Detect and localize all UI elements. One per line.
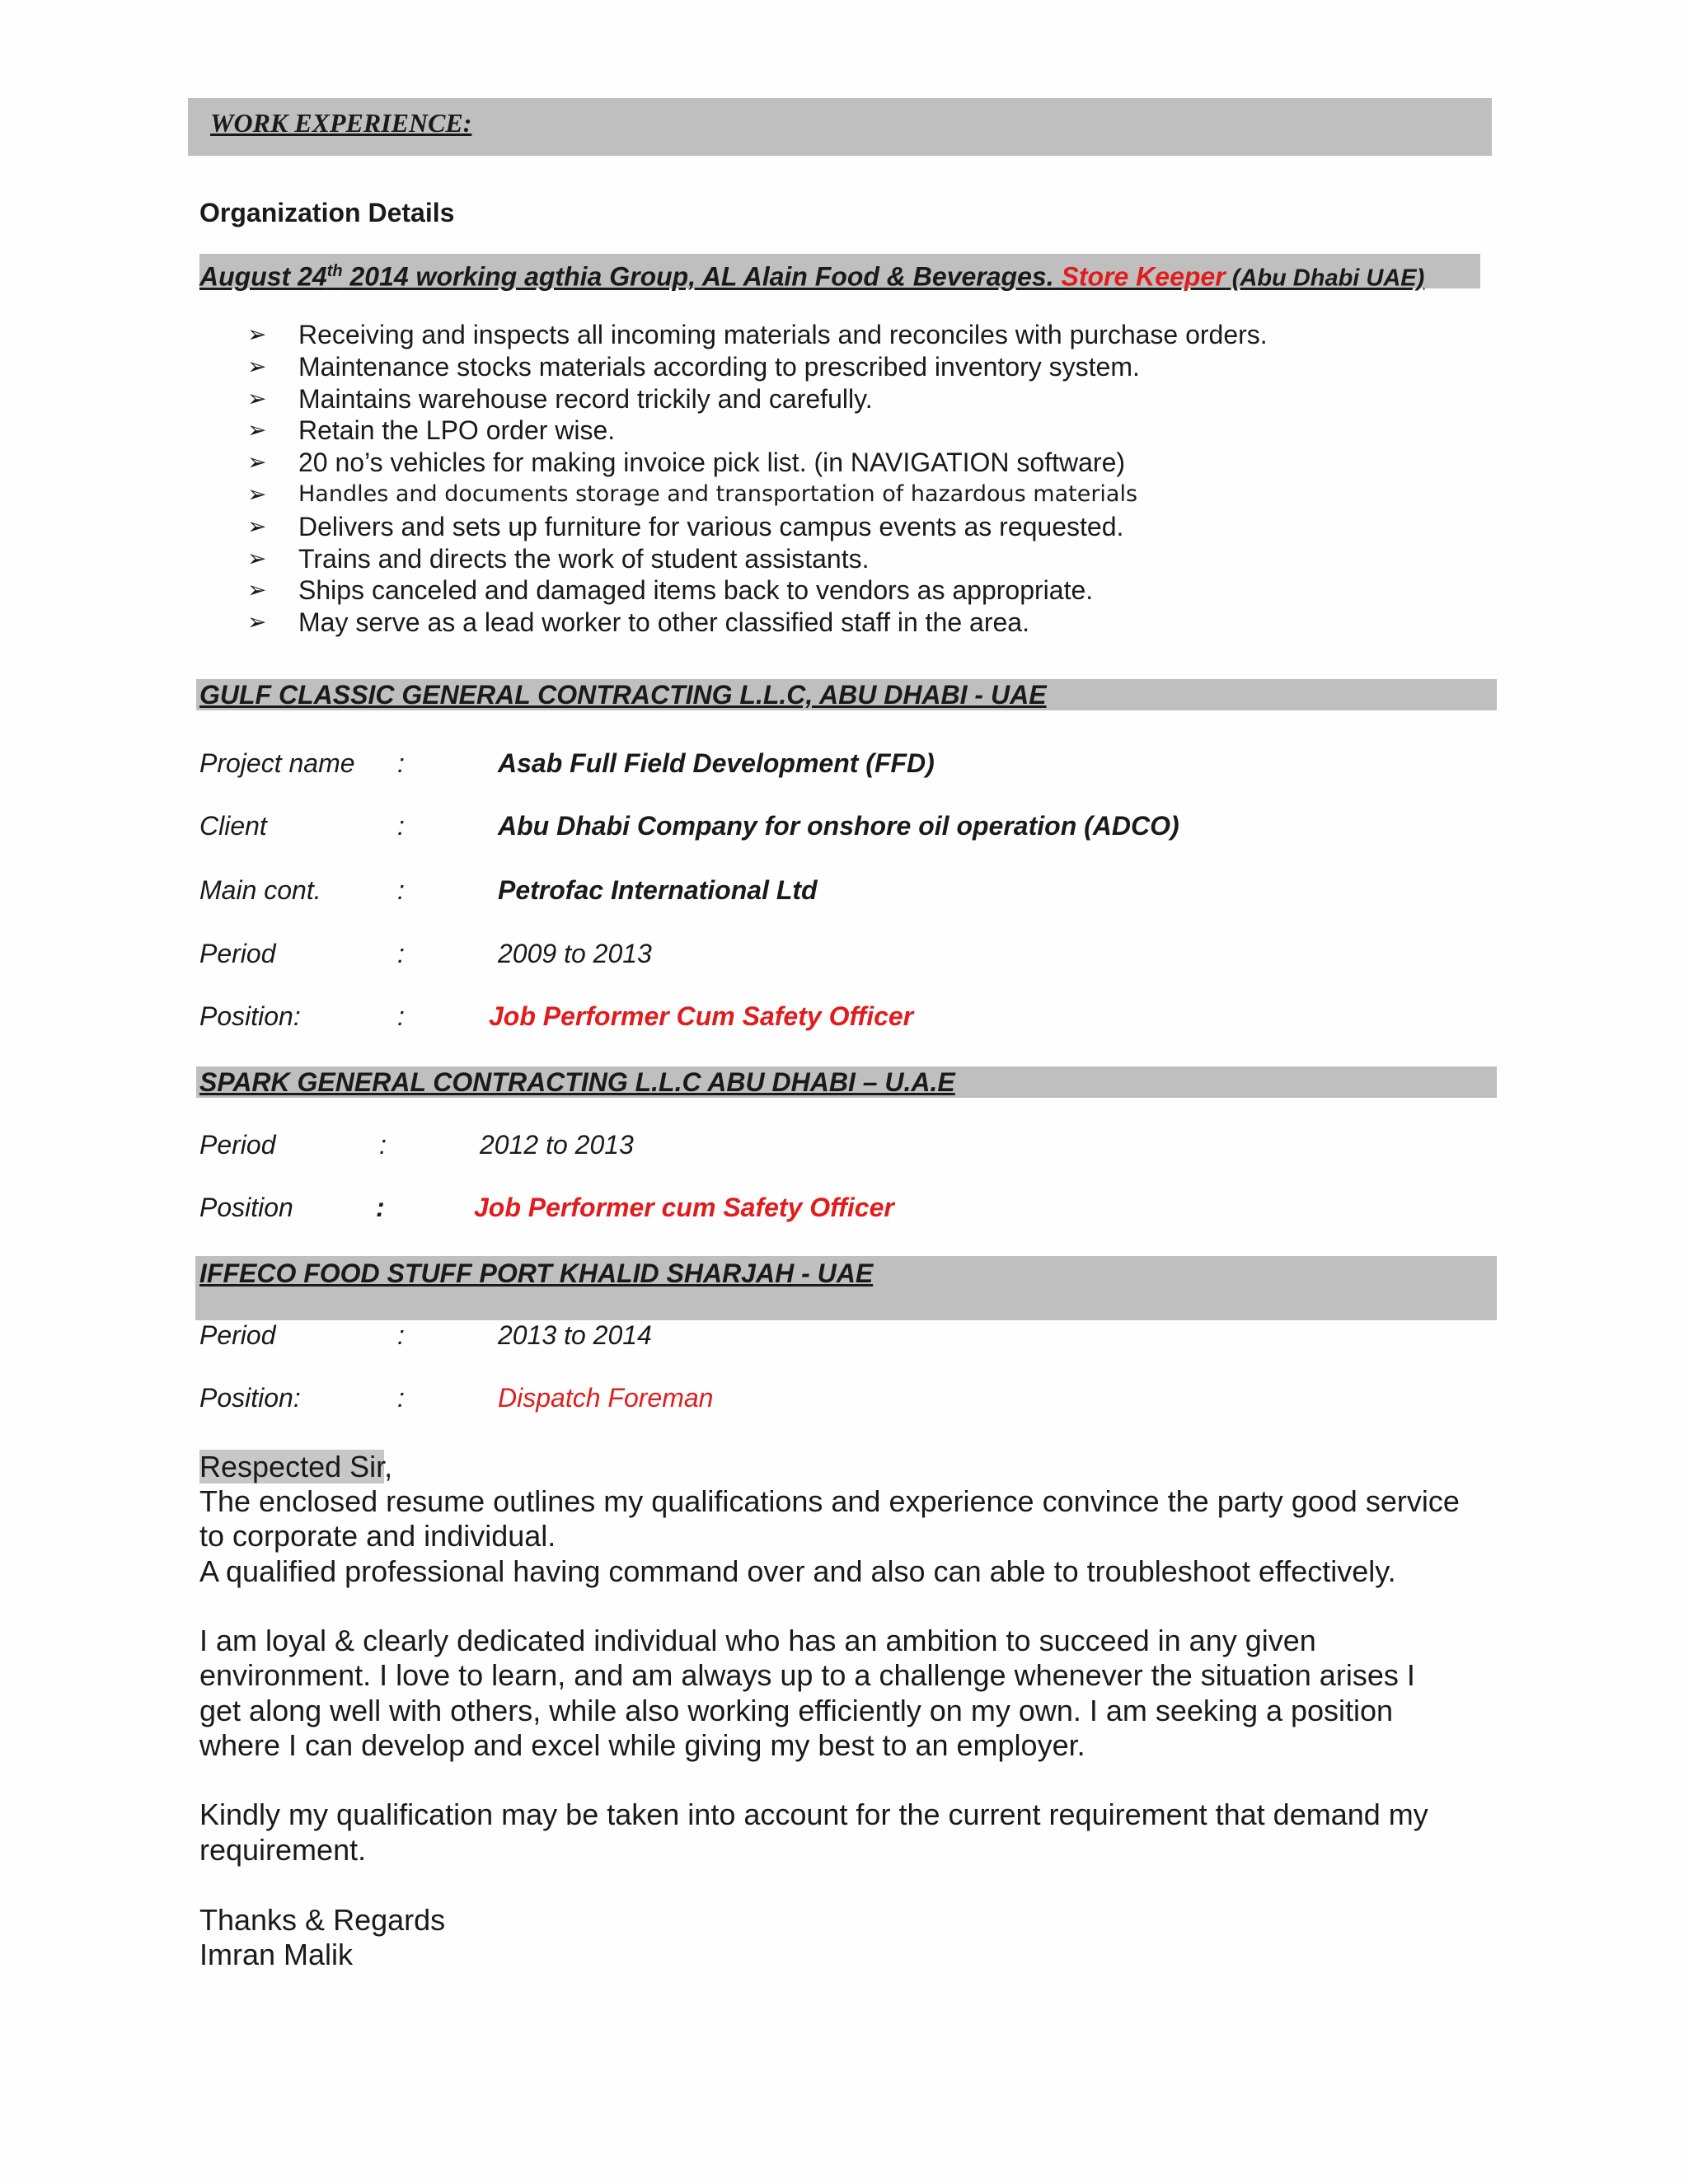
arrow-bullet-icon: ➢ <box>247 385 267 411</box>
salutation: Respected Sir, <box>199 1450 393 1483</box>
gulf-company-header <box>196 679 1497 710</box>
arrow-bullet-icon: ➢ <box>247 545 267 571</box>
arrow-bullet-icon: ➢ <box>247 417 267 443</box>
period-value: 2013 to 2014 <box>498 1320 652 1350</box>
period-value: 2009 to 2013 <box>498 939 652 968</box>
job1-date: August 24 <box>199 261 327 292</box>
signature-name: Imran Malik <box>199 1938 354 1971</box>
period-value: 2012 to 2013 <box>480 1130 634 1160</box>
section-title: WORK EXPERIENCE: <box>210 108 472 138</box>
arrow-bullet-icon: ➢ <box>247 609 267 635</box>
position-label: Position: <box>199 1001 301 1031</box>
closing: Thanks & Regards <box>199 1903 446 1937</box>
job1-desc: 2014 working agthia Group, AL Alain Food & Beverages. <box>342 261 1062 292</box>
arrow-bullet-icon: ➢ <box>247 353 267 379</box>
position-value: Job Performer cum Safety Officer <box>474 1193 894 1222</box>
paragraph-3-line: Kindly my qualification may be taken into account for the current requirement that demand my <box>199 1797 1428 1831</box>
job1-header <box>199 254 1480 292</box>
organization-details-label: Organization Details <box>199 198 455 227</box>
position-value: Dispatch Foreman <box>498 1383 714 1413</box>
project-name-label: Project name <box>199 748 355 778</box>
position-label: Position <box>199 1193 293 1222</box>
paragraph-3-line: requirement. <box>199 1833 367 1867</box>
main-contractor-label: Main cont. <box>199 875 321 905</box>
company-name: GULF CLASSIC GENERAL CONTRACTING L.L.C, ABU DHABI - UAE <box>199 680 1047 710</box>
main-contractor-value: Petrofac International Ltd <box>498 875 818 905</box>
arrow-bullet-icon: ➢ <box>247 321 267 347</box>
project-name-value: Asab Full Field Development (FFD) <box>498 748 935 778</box>
section-header-work-experience <box>188 98 1492 156</box>
paragraph-2-line: environment. I love to learn, and am always up to a challenge whenever the situation arises I <box>199 1658 1415 1692</box>
client-label: Client <box>199 811 267 841</box>
period-label: Period <box>199 1320 276 1350</box>
company-name: IFFECO FOOD STUFF PORT KHALID SHARJAH - UAE <box>199 1258 874 1288</box>
paragraph-2-line: get along well with others, while also working efficiently on my own. I am seeking a position <box>199 1694 1394 1727</box>
paragraph-1-line: to corporate and individual. <box>199 1519 556 1553</box>
spark-company-header <box>196 1066 1497 1098</box>
job1-location: (Abu Dhabi UAE) <box>1225 265 1425 292</box>
period-label: Period <box>199 939 276 968</box>
arrow-bullet-icon: ➢ <box>247 513 267 539</box>
paragraph-2-line: I am loyal & clearly dedicated individual who has an ambition to succeed in any given <box>199 1624 1316 1657</box>
client-value: Abu Dhabi Company for onshore oil operation (ADCO) <box>498 811 1179 841</box>
position-value: Job Performer Cum Safety Officer <box>489 1001 914 1031</box>
paragraph-1-line: A qualified professional having command over and also can able to troubleshoot effectively. <box>199 1554 1396 1588</box>
paragraph-2-line: where I can develop and excel while giving my best to an employer. <box>199 1728 1085 1762</box>
position-label: Position: <box>199 1383 301 1413</box>
job1-position: Store Keeper <box>1061 261 1226 292</box>
arrow-bullet-icon: ➢ <box>247 480 267 507</box>
iffeco-company-header <box>195 1256 1497 1320</box>
job1-date-sup: th <box>326 262 343 280</box>
paragraph-1-line: The enclosed resume outlines my qualifications and experience convince the party good service <box>199 1484 1460 1518</box>
company-name: SPARK GENERAL CONTRACTING L.L.C ABU DHABI – U.A.E <box>199 1067 955 1097</box>
period-label: Period <box>199 1130 276 1160</box>
arrow-bullet-icon: ➢ <box>247 577 267 603</box>
arrow-bullet-icon: ➢ <box>247 449 267 476</box>
